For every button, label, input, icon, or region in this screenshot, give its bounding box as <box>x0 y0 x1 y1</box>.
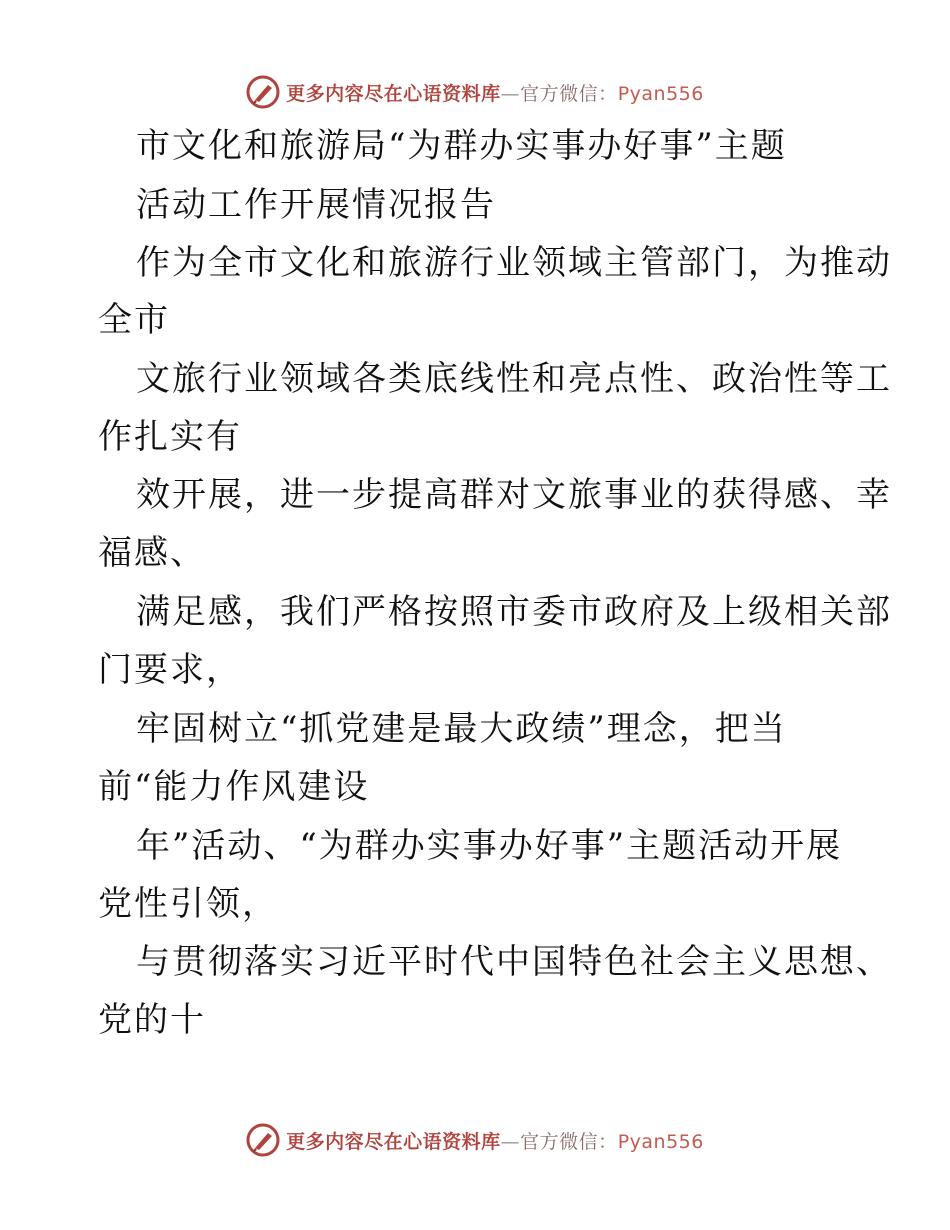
watermark-text <box>286 1127 704 1154</box>
text-line: 党性引领， <box>98 884 278 924</box>
text-line: 活动工作开展情况报告 <box>136 185 496 225</box>
watermark-text <box>286 79 704 106</box>
text-line: 与贯彻落实习近平时代中国特色社会主义思想、 <box>136 942 892 982</box>
pen-logo-icon <box>246 75 280 109</box>
text-line: 牢固树立“抓党建是最大政绩”理念，把当 <box>136 709 787 749</box>
text-line: 党的十 <box>98 1000 206 1040</box>
watermark-wechat-id: Pyan556 <box>617 82 704 105</box>
watermark-wechat-label: 官方微信： <box>520 1130 618 1153</box>
text-line: 作为全市文化和旅游行业领域主管部门，为推动 <box>136 243 892 283</box>
text-line: 市文化和旅游局“为群办实事办好事”主题 <box>136 126 787 166</box>
text-line: 前“能力作风建设 <box>98 767 370 807</box>
watermark-dash: — <box>500 1130 521 1153</box>
text-line: 门要求， <box>98 650 242 690</box>
text-line: 福感、 <box>98 533 206 573</box>
footer-watermark <box>0 1120 950 1160</box>
text-line: 效开展，进一步提高群对文旅事业的获得感、幸 <box>136 475 892 515</box>
watermark-wechat-id: Pyan556 <box>617 1130 704 1153</box>
watermark-brand: 更多内容尽在心语资料库 <box>286 1130 501 1153</box>
pen-logo-icon <box>246 1123 280 1157</box>
text-line: 年”活动、“为群办实事办好事”主题活动开展 <box>136 826 843 866</box>
watermark-wechat-label: 官方微信： <box>520 82 618 105</box>
text-line: 全市 <box>98 300 170 340</box>
text-line: 文旅行业领域各类底线性和亮点性、政治性等工 <box>136 359 892 399</box>
watermark-dash: — <box>500 82 521 105</box>
text-line: 作扎实有 <box>98 417 242 457</box>
watermark-brand: 更多内容尽在心语资料库 <box>286 82 501 105</box>
header-watermark <box>0 72 950 112</box>
text-line: 满足感，我们严格按照市委市政府及上级相关部 <box>136 592 892 632</box>
